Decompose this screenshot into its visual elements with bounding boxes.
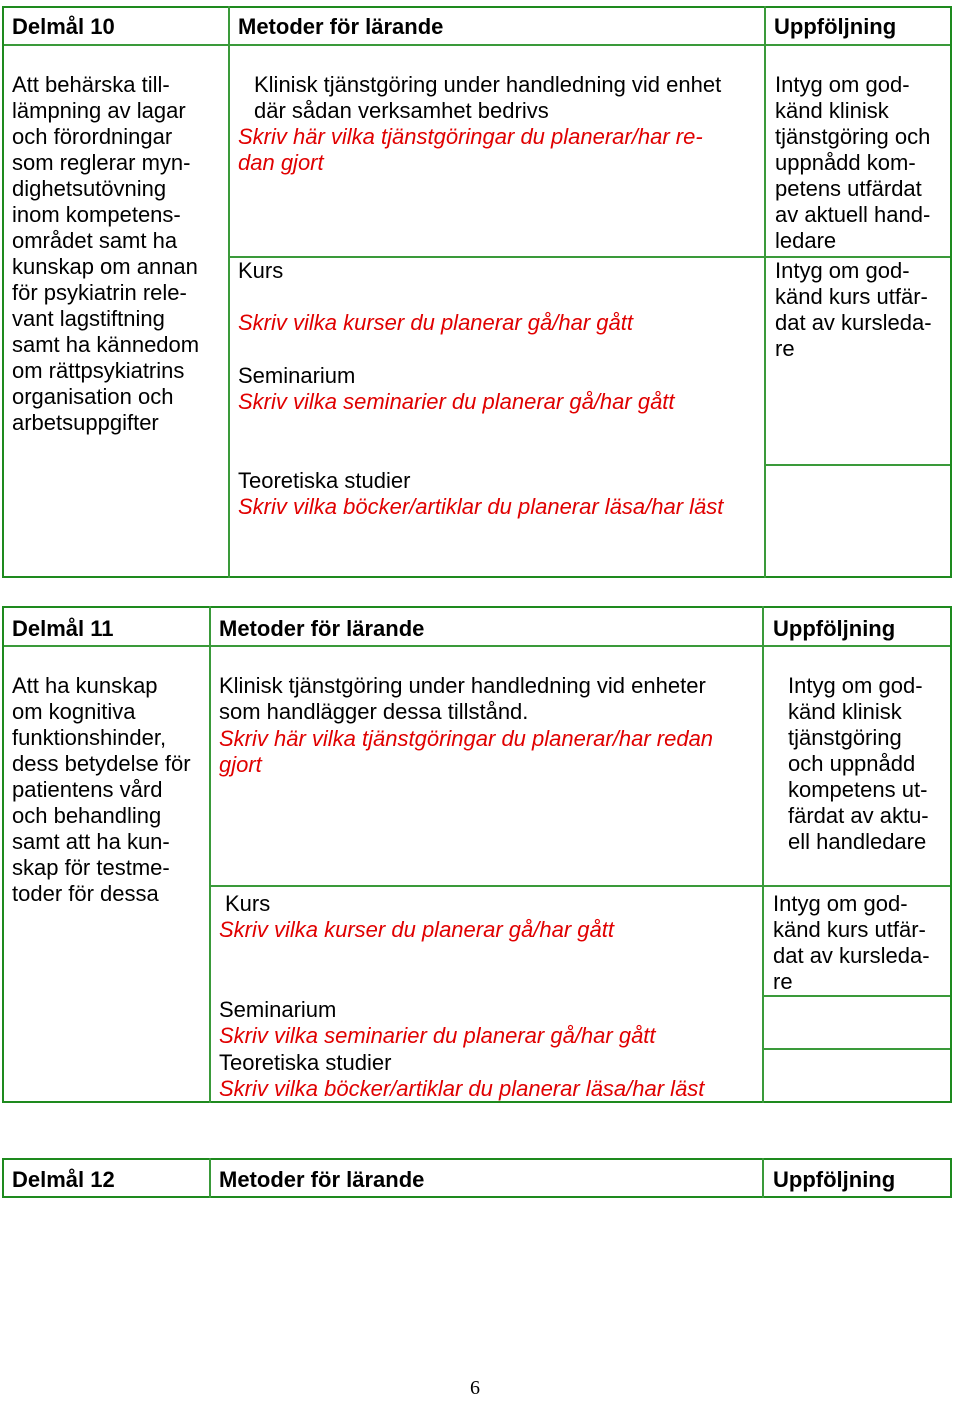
course-title: Kurs [225,891,271,916]
clinical-prompt[interactable]: Skriv här vilka tjänstgöringar du planerar/har redan gjort [219,726,714,777]
goal-text: Att ha kunskap om kognitiva funktionshinder, dess betydelse för patientens vård och behandling samt att ha kun- skap för testme- toder för dessa [12,673,191,906]
theory-prompt[interactable]: Skriv vilka böcker/artiklar du planerar läsa/har läst [238,494,724,519]
goal-header: Delmål 10 [12,14,115,39]
goal-text: Att behärska till- lämpning av lagar och förordningar som reglerar myn- dighetsutövning inom kompetens- området samt ha kunskap om annan för psykiatrin rele- vant lagstiftning samt ha kännedom om rättpsykiatrins organisation och arbetsuppgifter [12,72,200,435]
seminar-title: Seminarium [238,363,356,388]
seminar-title: Seminarium [219,997,337,1022]
seminar-prompt[interactable]: Skriv vilka seminarier du planerar gå/har gått [238,389,675,414]
theory-title: Teoretiska studier [238,468,411,493]
followup-course: Intyg om god- känd kurs utfär- dat av kursleda- re [775,258,932,361]
followup-clinical: Intyg om god- känd klinisk tjänstgöring och uppnådd kom- petens utfärdat av aktuell hand- ledare [775,72,931,253]
followup-course: Intyg om god- känd kurs utfär- dat av kursleda- re [773,891,930,994]
followup-header: Uppföljning [774,14,897,39]
theory-title: Teoretiska studier [219,1050,392,1075]
course-title: Kurs [238,258,284,283]
clinical-prompt[interactable]: Skriv här vilka tjänstgöringar du planerar/har re- dan gjort [238,124,703,175]
methods-header: Metoder för lärande [238,14,444,39]
course-prompt[interactable]: Skriv vilka kurser du planerar gå/har gått [238,310,633,335]
seminar-prompt[interactable]: Skriv vilka seminarier du planerar gå/har gått [219,1023,656,1048]
course-prompt[interactable]: Skriv vilka kurser du planerar gå/har gått [219,917,614,942]
followup-header: Uppföljning [773,616,896,641]
methods-header: Metoder för lärande [219,1167,425,1192]
followup-clinical: Intyg om god- känd klinisk tjänstgöring och uppnådd kompetens ut- färdat av aktu- ell handledare [788,673,929,854]
goal-header: Delmål 12 [12,1167,115,1192]
followup-header: Uppföljning [773,1167,896,1192]
clinical-title: Klinisk tjänstgöring under handledning vid enheter som handlägger dessa tillstånd. [219,673,706,724]
clinical-title: Klinisk tjänstgöring under handledning vid enhet där sådan verksamhet bedrivs [254,72,722,123]
goal-header: Delmål 11 [12,616,114,641]
methods-header: Metoder för lärande [219,616,425,641]
theory-prompt[interactable]: Skriv vilka böcker/artiklar du planerar läsa/har läst [219,1076,705,1101]
page-number: 6 [470,1377,480,1399]
